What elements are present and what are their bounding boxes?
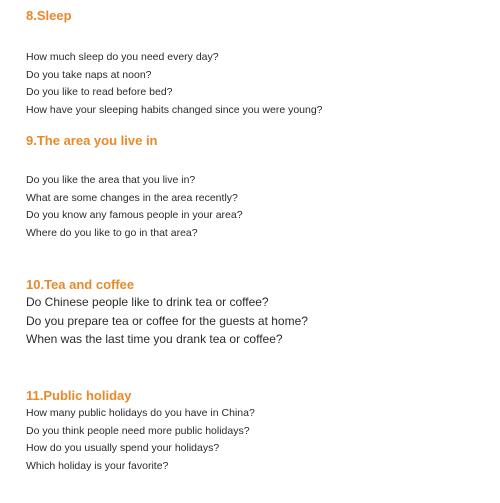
question-item: How do you usually spend your holidays? bbox=[26, 442, 220, 454]
question-item: When was the last time you drank tea or coffee? bbox=[26, 332, 283, 346]
question-item: What are some changes in the area recently? bbox=[26, 191, 238, 204]
question-item: Which holiday is your favorite? bbox=[26, 459, 169, 472]
question-item: Do you know any famous people in your area? bbox=[26, 209, 243, 221]
question-item: How have your sleeping habits changed since you were young? bbox=[26, 103, 323, 116]
question-item: Do you like the area that you live in? bbox=[26, 174, 196, 186]
question-list bbox=[26, 293, 486, 349]
question-item: Where do you like to go in that area? bbox=[26, 226, 198, 239]
question-item: How many public holidays do you have in China? bbox=[26, 407, 255, 419]
question-list bbox=[26, 172, 486, 242]
section-area-you-live-in bbox=[26, 133, 486, 242]
question-item: Do Chinese people like to drink tea or coffee? bbox=[26, 295, 269, 309]
question-item: Do you take naps at noon? bbox=[26, 68, 152, 81]
section-tea-and-coffee bbox=[26, 277, 486, 349]
section-heading: 8.Sleep bbox=[26, 8, 72, 23]
section-heading: 11.Public holiday bbox=[26, 388, 132, 403]
question-list bbox=[26, 405, 486, 475]
section-heading: 10.Tea and coffee bbox=[26, 277, 135, 292]
question-list bbox=[26, 49, 486, 119]
section-public-holiday bbox=[26, 388, 486, 475]
question-item: Do you like to read before bed? bbox=[26, 86, 173, 98]
section-sleep bbox=[26, 8, 486, 119]
question-item: Do you think people need more public holidays? bbox=[26, 424, 250, 437]
question-item: How much sleep do you need every day? bbox=[26, 51, 219, 63]
question-item: Do you prepare tea or coffee for the guests at home? bbox=[26, 313, 308, 328]
section-heading: 9.The area you live in bbox=[26, 133, 158, 148]
